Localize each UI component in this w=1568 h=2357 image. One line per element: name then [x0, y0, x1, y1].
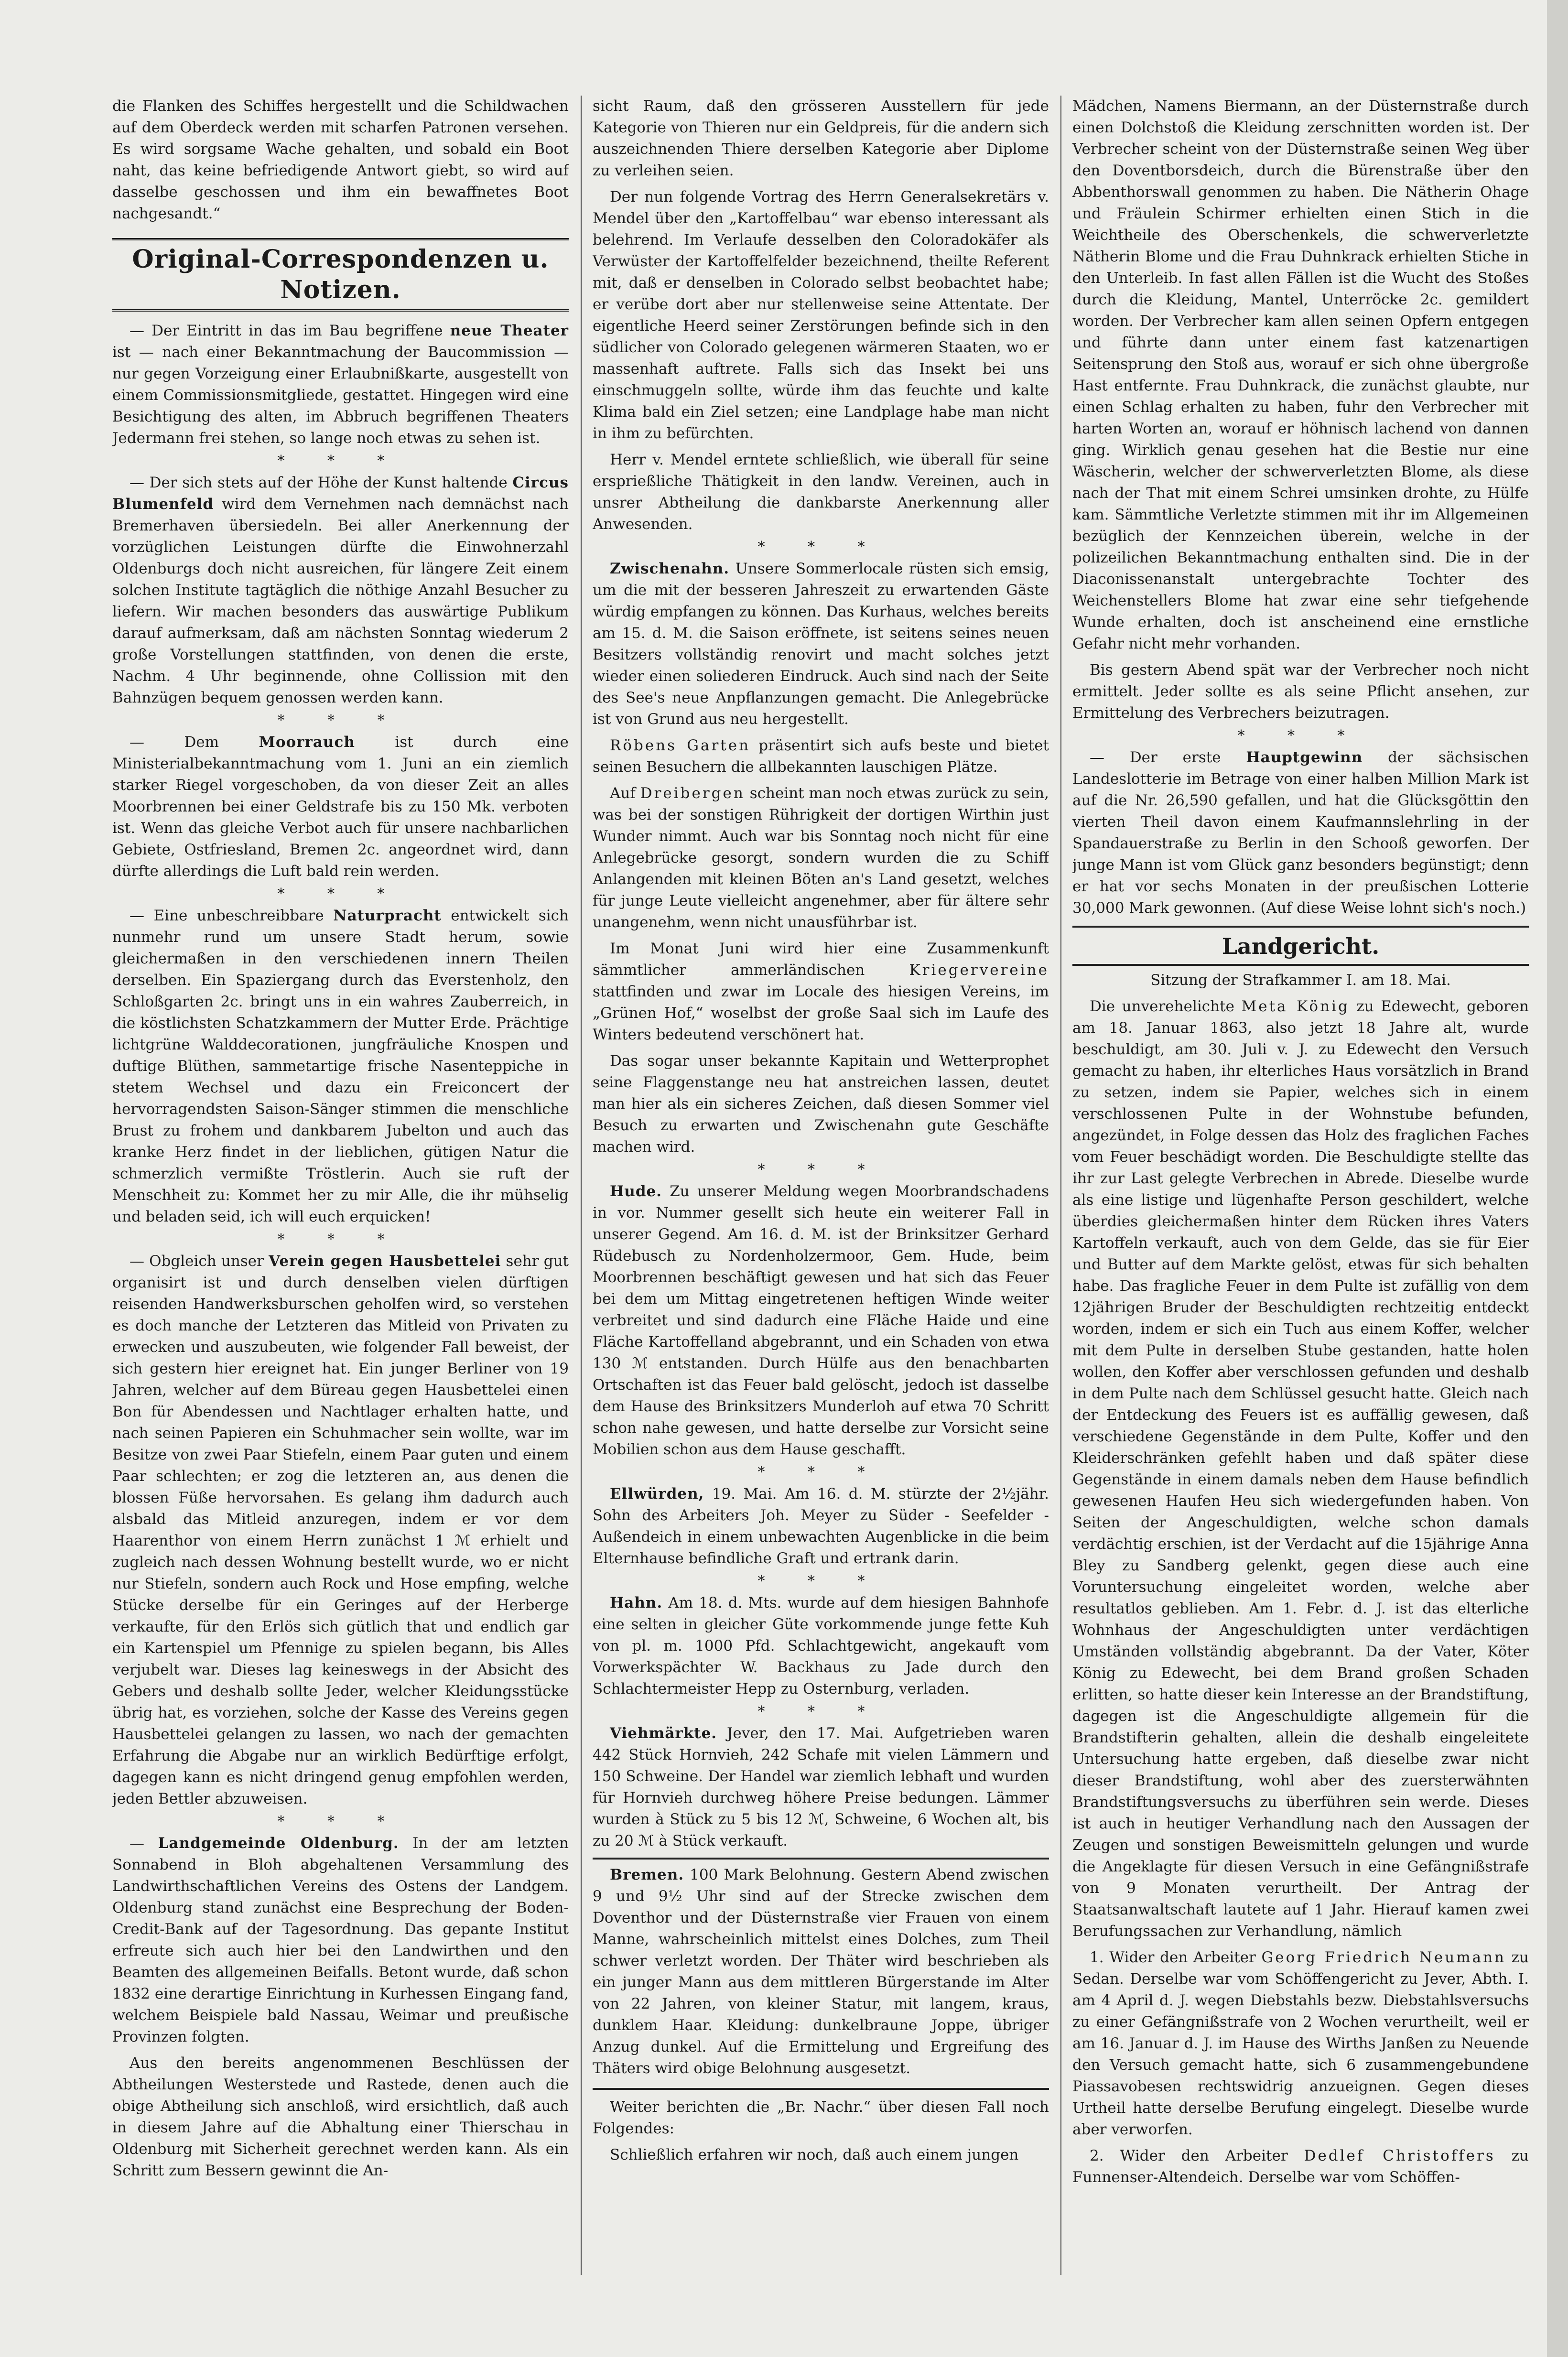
notice-keyword: Röbens Garten — [610, 737, 751, 754]
notice-paragraph — [593, 938, 1049, 1046]
notice-paragraph: Das sogar unser bekannte Kapitain und Wetterprophet seine Flaggenstange neu hat anstreichen lassen, deutet man hier als ein sicheres Zeichen, daß diesen Sommer viel Besuch zu erwarten und Zwischenahn gute Geschäfte machen wird. — [593, 1052, 1049, 1156]
separator-stars: * * * — [277, 1231, 404, 1248]
notice-text: ist durch eine Ministerialbekanntmachung vom 1. Juni an ein ziemlich starker Riegel vorgeschoben, da von dieser Zeit an alles Moorbrennen bei einer Geldstrafe bis zu 150 Mk. verboten ist. Wenn das gleiche Verbot auch für unsere nachbarlichen Gebiete, Ostfriesland, Bremen 2c. angeordnet wird, dann dürfte allerdings die Luft bald rein werden. — [112, 734, 569, 880]
notice-moorrauch — [112, 732, 569, 882]
notice-text: 2. Wider den Arbeiter — [1090, 2147, 1288, 2164]
notice-text: sehr gut organisirt ist und durch denselben vielen dürftigen reisenden Handwerksburschen geholfen wird, so verstehen es doch manche der Letzteren das Mitleid von Privaten zu erwecken und auszubeuten, wie folgender Fall beweist, der sich gestern hier ereignet hat. Ein junger Berliner von 19 Jahren, welcher auf dem Büreau gegen Hausbettelei einen Bon für Abendessen und Nachtlager erhalten hatte, und nach seinen Papieren ein Schuhmacher sein wollte, war im Besitze von zwei Paar Stiefeln, einem Paar guten und einem Paar schlechten; er zog die letzteren an, aus denen die blossen Füße hervorsahen. Es gelang ihm dadurch auch alsbald das Mitleid anzuregen, indem er vor dem Haarenthor von einem Herrn zunächst 1 ℳ erhielt und zugleich nach dessen Wohnung bestellt wurde, wo er nicht nur Stiefeln, sondern auch Rock und Hose empfing, welche Stücke derselbe für ein Geringes auf der Herberge verkaufte, für den Erlös sich gütlich that und endlich gar ein Kartenspiel um Pfennige zu spielen begann, bis Alles verjubelt war. Dieses lag keineswegs in der Absicht des Gebers und deshalb sollte Jeder, welcher Kleidungsstücke übrig hat, es vorziehen, solche der Kasse des Vereins gegen Hausbettelei gelangen zu lassen, wo nach der gemachten Erfahrung die Abgabe nur an wirklich Bedürftige erfolgt, dagegen kann es nicht dringend genug empfohlen werden, jeden Bettler abzuweisen. — [112, 1253, 569, 1807]
notice-text: wird dem Vernehmen nach demnächst nach Bremerhaven übersiedeln. Bei aller Anerkennung der vorzüglichen Leistungen dürfte die Einwohnerzahl Oldenburgs doch nicht ausreichen, für längere Zeit einem solchen Institute tagtäglich die nöthige Anzahl Besucher zu liefern. Wir machen besonders das auswärtige Publikum darauf aufmerksam, daß am nächsten Sonntag wiederum 2 große Vorstellungen stattfinden, von denen die erste, Nachm. 4 Uhr beginnende, ohne Collission mit den Bahnzügen bequem genossen werden kann. — [112, 496, 569, 706]
notice-bremen — [593, 1864, 1049, 2079]
notice-keyword: Hahn. — [610, 1594, 663, 1611]
notice-keyword: neue Theater — [450, 322, 569, 339]
column-1 — [112, 96, 569, 2303]
notice-text: — Eine unbeschreibbare — [130, 907, 324, 924]
notice-keyword: Viehmärkte. — [610, 1725, 717, 1742]
notice-text: zu Sedan. Derselbe war vom Schöffengericht zu Jever, Abth. I. am 4 April d. J. wegen Diebstahls bezw. Diebstahlsversuchs zu einer Gefängnißstrafe von 2 Wochen verurtheilt, weil er am 16. Januar d. J. im Hause des Wirths Janßen zu Neuende den Versuch gemacht hatte, sich 6 zusammengebundene Piassavobesen rechtswidrig anzueignen. Gegen dieses Urtheil hatte derselbe Berufung eingelegt. Dieselbe wurde aber verworfen. — [1072, 1949, 1529, 2138]
notice-text: zu Funnenser-Altendeich. Derselbe war vom Schöffen- — [1072, 2147, 1529, 2186]
notice-text: präsentirt sich aufs beste und bietet seinen Besuchern die allbekannten lauschigen Plätze. — [593, 737, 1049, 776]
notice-zwischenahn — [593, 558, 1049, 730]
column-2 — [593, 96, 1049, 2303]
notice-text: ist — nach einer Bekanntmachung der Baucommission — nur gegen Vorzeigung einer Erlaubnißkarte, ausgestellt von einem Commissionsmitgliede, gestattet. Hingegen wird eine Besichtigung des alten, im Abbruch begriffenen Theaters Jedermann frei stehen, so lange noch etwas zu sehen ist. — [112, 344, 569, 447]
notice-text: 100 Mark Belohnung. Gestern Abend zwischen 9 und 9½ Uhr sind auf der Strecke zwischen dem Doventhor und der Düsternstraße vier Frauen von einem Manne, wahrscheinlich mittelst eines Dolches, zum Theil schwer verletzt worden. Der Thäter wird beschrieben als ein junger Mann aus dem mittleren Bürgerstande im Alter von 22 Jahren, von kleiner Statur, mit langem, kraus, dunklem Haar. Kleidung: dunkelbraune Joppe, übriger Anzug dunkel. Auf die Ermittelung und Ergreifung des Thäters wird obige Belohnung ausgesetzt. — [593, 1866, 1049, 2077]
notice-keyword: Kriegervereine — [909, 962, 1049, 979]
notice-text: — Obgleich unser — [130, 1253, 264, 1270]
court-case — [1072, 996, 1529, 1942]
notice-keyword: Zwischenahn. — [610, 560, 730, 577]
notice-keyword: Hude. — [610, 1183, 662, 1200]
court-session-line: Sitzung der Strafkammer I. am 18. Mai. — [1150, 972, 1451, 989]
column-divider — [581, 96, 582, 2275]
notice-text: scheint man noch etwas zurück zu sein, was bei der sonstigen Rührigkeit der dortigen Wirthin just Wunder nimmt. Auch war bis Sonntag noch nicht für eine Anlegebrücke gesorgt, sondern wurden die zu Schiff Anlangenden mit kleinen Böten an's Land gesetzt, welches für junge Leute vielleicht angenehmer, aber für ältere sehr unangenehm, wenn nicht unausführbar ist. — [593, 785, 1049, 931]
court-case — [1072, 2145, 1529, 2188]
separator-stars: * * * — [277, 1813, 404, 1830]
separator-stars: * * * — [1237, 727, 1364, 744]
column-3 — [1072, 96, 1529, 2303]
notice-text: — Dem — [130, 734, 219, 751]
notice-text: Am 18. d. Mts. wurde auf dem hiesigen Bahnhofe eine selten in gleicher Güte vorkommende junge fette Kuh von pl. m. 1000 Pfd. Schlachtgewicht, angekauft vom Vorwerkspächter W. Backhaus zu Jade durch den Schlachtermeister Hepp zu Osternburg, verladen. — [593, 1594, 1049, 1697]
notice-text: Im Monat Juni wird hier eine Zusammenkunft sämmtlicher ammerländischen — [593, 940, 1049, 979]
notice-keyword: Hauptgewinn — [1246, 749, 1363, 766]
separator-stars: * * * — [277, 453, 404, 469]
scan-edge — [1547, 0, 1568, 2357]
notice-keyword: Circus Blumenfeld — [112, 474, 569, 513]
notice-keyword: Naturpracht — [333, 907, 442, 924]
notice-keyword: Moorrauch — [259, 734, 355, 751]
notice-keyword: Dreibergen — [640, 785, 745, 802]
notice-text: — Der sich stets auf der Höhe der Kunst haltende — [130, 474, 508, 491]
article-paragraph: Schließlich erfahren wir noch, daß auch einem jungen — [610, 2146, 1019, 2163]
notice-paragraph — [593, 735, 1049, 778]
notice-keyword: Dedlef Christoffers — [1304, 2147, 1495, 2164]
notice-keyword: Landgemeinde Oldenburg. — [158, 1835, 399, 1852]
notice-naturpracht — [112, 905, 569, 1228]
notice-text: Unsere Sommerlocale rüsten sich emsig, um die mit der besseren Jahreszeit zu erwartenden Gäste würdig empfangen zu können. Das Kurhaus, welches bereits am 15. d. M. die Saison eröffnete, ist seitens seines neuen Besitzers vollständig renovirt und macht solches jetzt wieder einen soliederen Eindruck. Auch sind nach der Seite des See's neue Anpflanzungen gemacht. Die Anlegebrücke ist von Grund aus neu hergestellt. — [593, 560, 1049, 728]
notice-text: In der am letzten Sonnabend in Bloh abgehaltenen Versammlung des Landwirthschaftlichen Vereins des Ostens der Landgem. Oldenburg stand zunächst eine Besprechung der Boden-Credit-Bank auf der Tagesordnung. Das gepante Institut erfreute sich auch hier bei den Landwirthen und den Beamten des allgemeinen Beifalls. Betont wurde, daß schon 1832 eine derartige Einrichtung in Kurhessen Eingang fand, welchem Beispiele bald Nassau, Weimar und preußische Provinzen folgten. — [112, 1835, 569, 2045]
column-divider — [1060, 96, 1061, 2275]
notice-text: Zu unserer Meldung wegen Moorbrandschadens in vor. Nummer gesellt sich heute ein weiterer Fall in unserer Gegend. Am 16. d. M. ist der Brinksitzer Gerhard Rüdebusch zu Nordenholzermoor, Gem. Hude, beim Moorbrennen beschäftigt gewesen und hat sich das Feuer bei dem um Mittag eingetretenen heftigen Winde weiter verbreitet und sind dadurch eine Fläche Haide und eine Fläche Kartoffelland abgebrannt, und ein Schaden von etwa 130 ℳ entstanden. Durch Hülfe aus den benachbarten Ortschaften ist das Feuer bald gelöscht, jedoch ist dasselbe dem Hause des Brinksitzers Munderloh auf etwa 70 Schritt schon nahe gewesen, und hatte derselbe zur Vorsicht seine Mobilien schon aus dem Hause geschafft. — [593, 1183, 1049, 1458]
article-continuation: sicht Raum, daß den grösseren Ausstellern für jede Kategorie von Thieren nur ein Geldpreis, für die andern sich auszeichnenden Thiere derselben Kategorie aber Diplome zu verleihen seien. — [593, 97, 1049, 179]
notice-text: — Der Eintritt in das im Bau begriffene — [130, 322, 443, 339]
notice-hausbettelei — [112, 1251, 569, 1810]
notice-text: entwickelt sich nunmehr rund um unsere Stadt herum, sowie gleichermaßen in den verschiedenen innern Theilen derselben. Ein Spaziergang durch das Everstenholz, den Schloßgarten 2c. bringt uns in ein wahres Zauberreich, in die köstlichsten Schatzkammern der Mutter Erde. Prächtige lichtgrüne Walddecorationen, jungfräuliche Knospen und duftige Blüthen, sammetartige frische Nasenteppiche in stetem Wechsel und dazu ein Freiconcert der hervorragendsten Saison-Sänger stimmen die menschliche Brust zu frohem und dankbarem Jubelton und auch das kranke Herz findet in der lieblichen, gütigen Natur die schmerzlich vermißte Tröstlerin. Auch sie ruft der Menschheit zu: Kommet her zu mir Alle, die ihr mühselig und beladen seid, ich will euch erquicken! — [112, 907, 569, 1225]
boxed-notice — [593, 1858, 1049, 2090]
notice-text: Jever, den 17. Mai. Aufgetrieben waren 442 Stück Hornvieh, 242 Schafe mit vielen Lämmern und 150 Schweine. Der Handel war ziemlich lebhaft und wurden für Hornvieh durchweg höhere Preise bedungen. Lämmer wurden à Stück zu 5 bis 12 ℳ, Schweine, 6 Wochen alt, bis zu 20 ℳ à Stück verkauft. — [593, 1725, 1049, 1849]
notice-keyword: Georg Friedrich Neumann — [1261, 1949, 1506, 1966]
notice-text: der sächsischen Landeslotterie im Betrage von einer halben Million Mark ist auf die Nr. 26,590 gefallen, und hat die Glücksgöttin den vierten Theil davon einem Kaufmannslehrling in der Spandauerstraße zu Berlin in den Schooß geworfen. Der junge Mann ist vom Glück ganz besonders begünstigt; denn er hat vor sechs Monaten in der preußischen Lotterie 30,000 Mark gewonnen. (Auf diese Weise lohnt sich's noch.) — [1072, 749, 1529, 917]
notice-text: — Der erste — [1090, 749, 1221, 766]
notice-landgemeinde — [112, 1833, 569, 2048]
separator-stars: * * * — [757, 1573, 884, 1589]
separator-stars: * * * — [277, 712, 404, 729]
notice-text: stattfinden und zwar im Locale des hiesigen Vereins, im „Grünen Hof,“ woselbst der große Saal sich im Laufe des Winters bedeutend verschönert hat. — [593, 983, 1049, 1043]
notice-hahn — [593, 1592, 1049, 1700]
notice-paragraph — [593, 783, 1049, 933]
court-case — [1072, 1947, 1529, 2141]
separator-stars: * * * — [757, 539, 884, 555]
notice-hauptgewinn — [1072, 747, 1529, 919]
notice-keyword: Bremen. — [610, 1866, 684, 1883]
separator-stars: * * * — [757, 1464, 884, 1481]
notice-text: zu Edewecht, geboren am 18. Januar 1863, also jetzt 18 Jahre alt, wurde beschuldigt, am 30. Juli v. J. zu Edewecht den Versuch gemacht zu haben, ihr elterliches Haus vorsätzlich in Brand zu setzen, indem sie Papier, welches sich in einem verschlossenen Pulte in der Wohnstube befunden, angezündet, in Folge dessen das Holz des fraglichen Faches vom Feuer beschädigt worden. Die Beschuldigte stellte das ihr zur Last gelegte Verbrechen in Abrede. Dieselbe wurde als eine listige und lügenhafte Person geschildert, welche überdies gleichermaßen hinter dem Rücken ihres Vaters Kartoffeln verkauft, auch von dem Gelde, das sie für Eier und Butter auf dem Markte gelöst, etwas für sich behalten habe. Das fragliche Feuer in dem Pulte ist zufällig von dem 12jährigen Bruder der Beschuldigten rechtzeitig entdeckt worden, indem er sich ein Tuch aus einem Koffer, welcher mit dem Pulte in derselben Stube gestanden, hatte holen wollen, den Koffer aber verschlossen gefunden und deshalb in dem Pulte nach dem Schlüssel gesucht hatte. Gleich nach der Entdeckung des Feuers ist es auffällig gewesen, daß verschiedene Gegenstände in dem Pulte, Koffer und den Kleiderschränken gefehlt haben und daß später diese Gegenstände in einem damals neben dem Hause befindlich gewesenen Haufen Heu sich wiedergefunden haben. Von Seiten der Angeschuldigten, welche schon damals verdächtig erschien, ist der Verdacht auf die 15jährige Anna Bley zu Sandberg gelenkt, gegen diese auch eine Voruntersuchung eingeleitet worden, welche aber resultatlos geblieben. Am 1. Febr. d. J. ist das elterliche Wohnhaus der Angeschuldigten unter verdächtigen Umständen vollständig abgebrannt. Da der Vater, Köter König zu Edewecht, bei dem Brand großen Schaden erlitten, so hatte dieser kein Interesse an der Brandstiftung, dagegen ist die Angeschuldigte allgemein für die Brandstifterin gehalten, allein die deshalb eingeleitete Untersuchung hatte ergeben, daß dieselbe zwar nicht dieser Brandstiftung, wohl aber des zuersterwähnten Brandstiftungsversuchs zu überführen sein werde. Dieses ist auch in heutiger Verhandlung nach den Aussagen der Zeugen und sonstigen Beweismitteln gelungen und wurde die Angeklagte für diesen Versuch in eine Gefängnißstrafe von 9 Monaten verurtheilt. Der Antrag der Staatsanwaltschaft lautete auf 1 Jahr. Hierauf kamen zwei Berufungssachen zur Verhandlung, nämlich — [1072, 998, 1529, 1940]
article-paragraph: Weiter berichten die „Br. Nachr.“ über diesen Fall noch Folgendes: — [593, 2098, 1049, 2137]
notice-circus — [112, 472, 569, 709]
section-heading: Original-Correspondenzen u. Notizen. — [112, 238, 569, 312]
notice-text: Auf — [610, 785, 636, 802]
notice-text: Die unverehelichte — [1090, 998, 1234, 1015]
notice-keyword: Meta König — [1241, 998, 1350, 1015]
notice-paragraph: Aus den bereits angenommenen Beschlüssen der Abtheilungen Westerstede und Rastede, denen auch die obige Abtheilung sich anschloß, wird ersichtlich, daß auch in diesem Jahre auf die Abhaltung einer Thierschau in Oldenburg mit Sicherheit gerechnet werden kann. Als ein Schritt zum Bessern gewinnt die An- — [112, 2054, 569, 2179]
article-paragraph: Der nun folgende Vortrag des Herrn Generalsekretärs v. Mendel über den „Kartoffelbau“ war ebenso interessant als belehrend. Im Verlaufe desselben den Coloradokäfer als Verwüster der Kartoffelfelder bezeichnend, theilte Referent mit, daß er denselben in Colorado selbst beobachtet habe; er verübe dort aber nur stellenweise seine Attentate. Der eigentliche Heerd seiner Zerstörungen befinde sich in den südlicher von Colorado gelegenen wärmeren Staaten, wo er massenhaft auftrete. Falls sich das Insekt bei uns einschmuggeln sollte, würde ihm das feuchte und kalte Klima bald ein Ziel setzen; eine Landplage habe man nicht in ihm zu befürchten. — [593, 188, 1049, 442]
article-paragraph: Bis gestern Abend spät war der Verbrecher noch nicht ermittelt. Jeder sollte es als seine Pflicht ansehen, zur Ermittelung des Verbrechers beizutragen. — [1072, 661, 1529, 722]
notice-theater — [112, 320, 569, 449]
separator-stars: * * * — [757, 1161, 884, 1178]
article-paragraph: Herr v. Mendel erntete schließlich, wie überall für seine ersprießliche Thätigkeit in den landw. Vereinen, auch in unsrer Abtheilung die dankbarste Anerkennung aller Anwesenden. — [593, 451, 1049, 533]
notice-keyword: Ellwürden, — [610, 1485, 704, 1503]
article-continuation: die Flanken des Schiffes hergestellt und die Schildwachen auf dem Oberdeck werden mit scharfen Patronen versehen. Es wird sorgsame Wache gehalten, und sobald ein Boot naht, das keine befriedigende Antwort giebt, so wird auf dasselbe geschossen und ihm ein bewaffnetes Boot nachgesandt.“ — [112, 97, 569, 222]
separator-stars: * * * — [277, 886, 404, 902]
notice-text: — — [130, 1835, 144, 1852]
newspaper-sheet — [72, 96, 1529, 2303]
notice-ellwuerden — [593, 1483, 1049, 1569]
notice-viehmaerkte — [593, 1723, 1049, 1852]
separator-stars: * * * — [757, 1703, 884, 1720]
notice-text: 19. Mai. Am 16. d. M. stürzte der 2½jähr. Sohn des Arbeiters Joh. Meyer zu Süder - Seefelder - Außendeich in einem unbewachten Augenblicke in die beim Elternhause befindliche Graft und ertrank darin. — [593, 1485, 1049, 1567]
notice-hude — [593, 1181, 1049, 1460]
article-continuation: Mädchen, Namens Biermann, an der Düsternstraße durch einen Dolchstoß die Kleidung zerschnitten worden ist. Der Verbrecher scheint von der Düsternstraße seinen Weg über den Doventborsdeich, durch die Bürenstraße über den Abbenthorswall genommen zu haben. Die Nätherin Ohage und Fräulein Schirmer erhielten einen Stich in die Weichtheile des Oberschenkels, die schwerverletzte Nätherin Blome und die Frau Duhnkrack erhielten Stiche in den Unterleib. In fast allen Fällen ist die Wucht des Stoßes durch die Kleidung, Mantel, Unterröcke 2c. gemildert worden. Der Verbrecher kam allen seinen Opfern entgegen und führte dann unter einem fast katzenartigen Seitensprung den Stoß aus, worauf er sich ohne übergroße Hast entfernte. Frau Duhnkrack, die zunächst glaubte, nur einen Schlag erhalten zu haben, fuhr den Verbrecher mit harten Worten an, worauf er höhnisch lachend von dannen ging. Wirklich genau gesehen hat die Bestie nur eine Wäscherin, welcher der schwerverletzten Blome, als diese nach der That mit einem Schrei umsinken drohte, zu Hülfe kam. Sämmtliche Verletzte stimmen mit ihr im Allgemeinen bezüglich der Kennzeichen überein, welche in der polizeilichen Bekanntmachung enthalten sind. Die in der Diaconissenanstalt untergebrachte Tochter des Weichenstellers Blome hat zwar eine sehr tiefgehende Wunde erhalten, doch ist anscheinend eine ernstliche Gefahr nicht mehr vorhanden. — [1072, 97, 1529, 652]
section-heading: Landgericht. — [1072, 926, 1529, 966]
notice-text: 1. Wider den Arbeiter — [1090, 1949, 1256, 1966]
notice-keyword: Verein gegen Hausbettelei — [269, 1253, 501, 1270]
